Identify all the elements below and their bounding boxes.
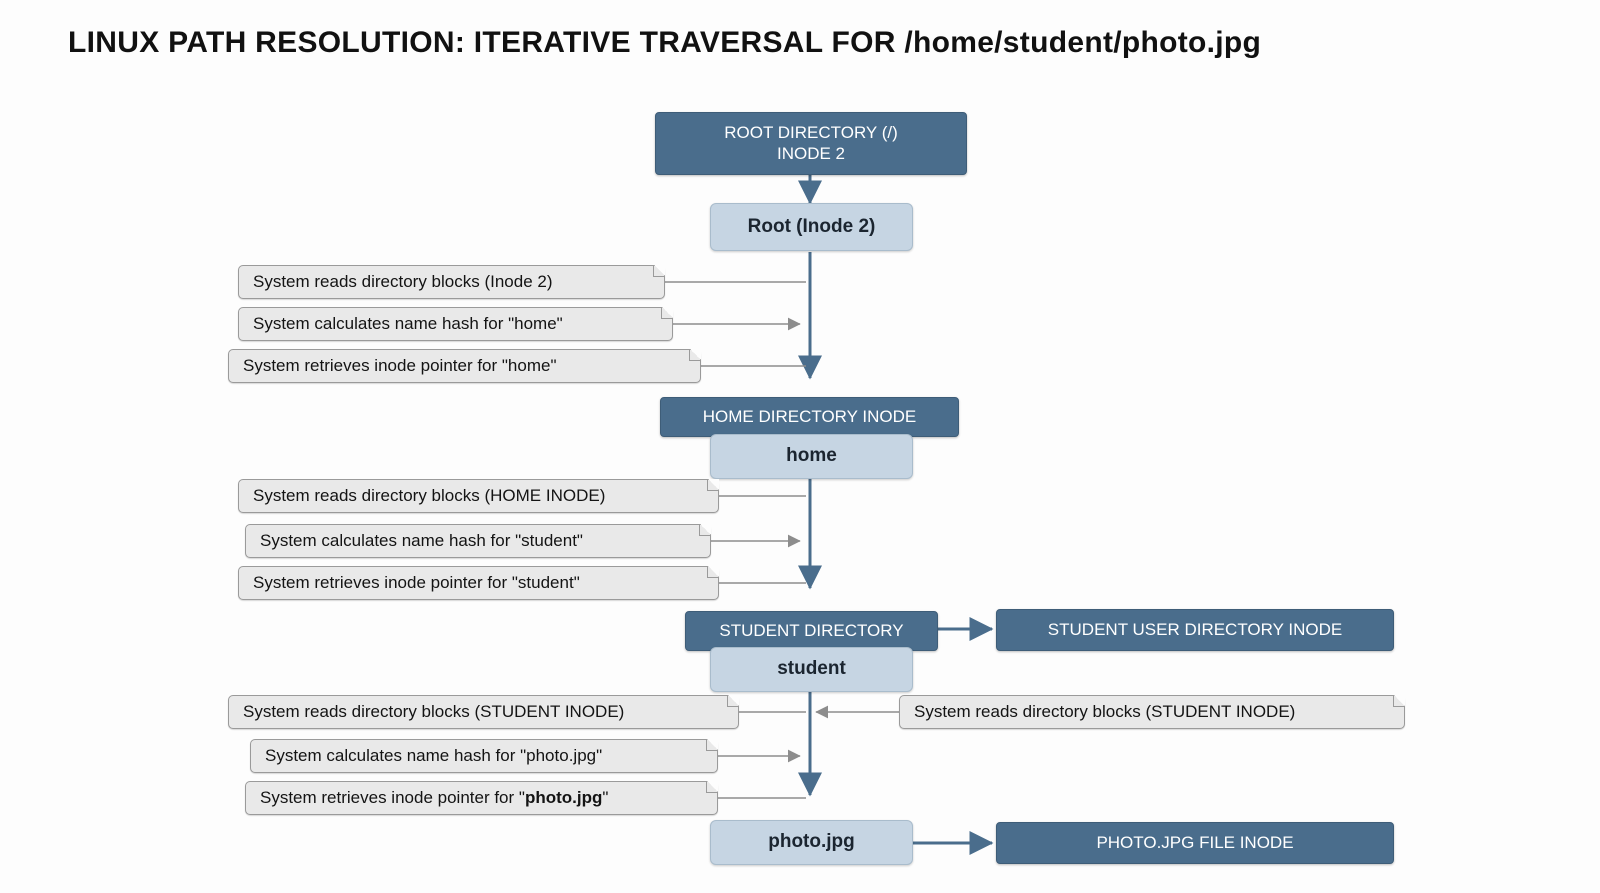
note-root-step-3	[228, 349, 701, 383]
note-root-step-1	[238, 265, 665, 299]
node-home-directory-inode-text: HOME DIRECTORY INODE	[702, 406, 917, 426]
node-root-directory-inode-line1: ROOT DIRECTORY (/)	[724, 123, 898, 143]
note-home-step-1-text: System reads directory blocks (HOME INODE)	[253, 486, 606, 505]
note-student-step-3	[245, 781, 718, 815]
node-root-label	[710, 203, 913, 251]
node-photo-file-inode	[996, 822, 1394, 864]
note-student-step-2	[250, 739, 718, 773]
node-root-directory-inode	[655, 112, 967, 175]
note-student-step-3-suffix: "	[602, 788, 609, 807]
node-student-directory-text: STUDENT DIRECTORY	[719, 620, 904, 640]
note-root-step-1-text: System reads directory blocks (Inode 2)	[253, 272, 553, 291]
note-home-step-3-text: System retrieves inode pointer for "student"	[253, 573, 580, 592]
page-title: LINUX PATH RESOLUTION: ITERATIVE TRAVERSAL FOR /home/student/photo.jpg	[68, 26, 1262, 59]
node-student-directory	[685, 611, 938, 651]
note-student-step-3-prefix: System retrieves inode pointer for "	[260, 788, 525, 807]
node-photo-label-text: photo.jpg	[768, 831, 855, 853]
node-student-label-text: student	[777, 658, 846, 680]
note-student-step-1-text: System reads directory blocks (STUDENT INODE)	[243, 702, 625, 721]
node-root-directory-inode-line2: INODE 2	[776, 143, 846, 163]
note-home-step-2-text: System calculates name hash for "student"	[260, 531, 583, 550]
node-student-user-directory-inode-text: STUDENT USER DIRECTORY INODE	[1047, 619, 1343, 639]
node-photo-file-inode-text: PHOTO.JPG FILE INODE	[1096, 832, 1294, 852]
note-root-step-2	[238, 307, 673, 341]
node-home-directory-inode	[660, 397, 959, 437]
node-home-label	[710, 434, 913, 479]
node-root-label-text: Root (Inode 2)	[747, 215, 876, 237]
note-student-step-1	[228, 695, 739, 729]
note-root-step-2-text: System calculates name hash for "home"	[253, 314, 563, 333]
note-home-step-1	[238, 479, 719, 513]
node-student-label	[710, 647, 913, 692]
note-student-step-2-text: System calculates name hash for "photo.jpg"	[265, 746, 603, 765]
node-student-user-directory-inode	[996, 609, 1394, 651]
note-home-step-2	[245, 524, 711, 558]
note-student-right-step	[899, 695, 1405, 729]
note-root-step-3-text: System retrieves inode pointer for "home"	[243, 356, 557, 375]
note-student-right-step-text: System reads directory blocks (STUDENT INODE)	[914, 702, 1296, 721]
node-photo-label	[710, 820, 913, 865]
node-home-label-text: home	[786, 445, 837, 467]
note-home-step-3	[238, 566, 719, 600]
note-student-step-3-filename: photo.jpg	[524, 788, 603, 807]
